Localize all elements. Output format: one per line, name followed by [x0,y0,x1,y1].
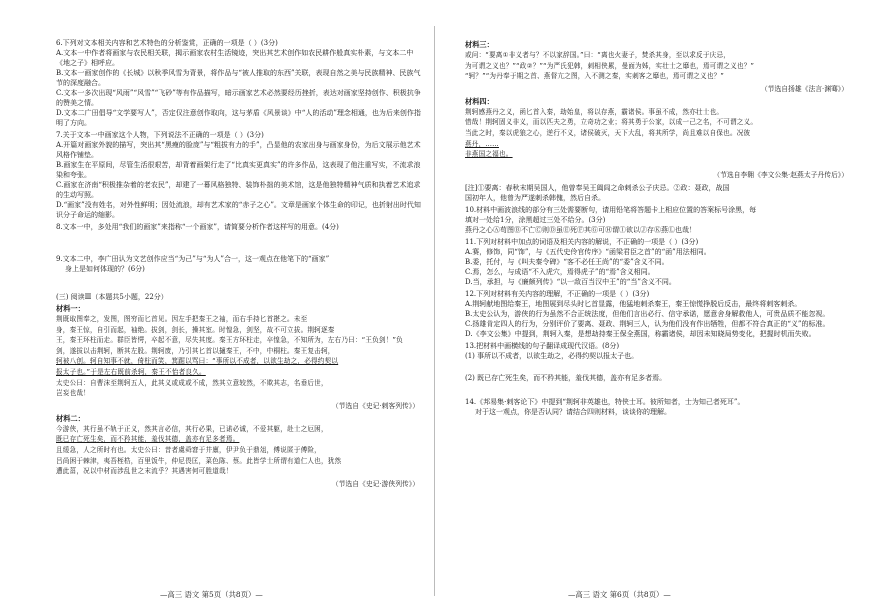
m1-line: 太史公曰：自曹沫至荆轲五人，此其义或成或不成，然其立意较然，不欺其志，名垂后世， [56,378,328,387]
question-11 [465,237,854,287]
question-10-line: 填对一处给1分，涂黑超过三处不给分。(3分) [465,215,606,224]
answer-space-13-2 [465,383,854,397]
m1-line: 岂妄也哉！ [56,389,90,398]
m2-line: 既已存亡死生矣，而不矜其能，羞伐其德，盖亦有足多者焉。 [56,435,240,444]
page-footer-right: —高三 语文 第6页（共8页）— [568,590,671,599]
material-3-source: （节选自扬雄《法言·渊骞》） [760,84,848,93]
q13-stem: 13.把材料中画横线的句子翻译成现代汉语。(8分) [465,341,620,350]
m3-line: “轲？”“为丹奉于期之首、燕督亢之图，入不测之秦，实刺客之靡也，焉可谓之义也？” [465,72,725,81]
q11-option-b: B.委，托付，与《叫夫秦令碑》“客不必任王尚”的“委”含义不同。 [465,257,669,266]
m3-line: 为可谓之义也？”“政②？”“为严氏犯韩，刺相侠累，曼面为姊，实壮士之靡也，焉可谓之义也？” [465,61,755,70]
question-8: 8.文本一中，多处用“我们的画家”来指称“一个画家”，请简要分析作者这样写的用意。(4分) [56,223,339,231]
question-7 [56,130,425,220]
m4-line: 燕丹，…… [465,139,499,148]
material-4-title: 材料四： [465,96,494,106]
q13-sentence-2: (2) 既已存亡死生矣，而不矜其能，羞伐其德，盖亦有足多者焉。 [465,373,667,382]
material-2-source: （节选自《史记·游侠列传》） [331,479,419,488]
m2-line: 遭此菑，况以中材而涉乱世之末流乎？其遇害何可胜道哉！ [56,467,233,476]
material-1-text [56,314,425,399]
q7-option-c: C.画家在济南“积极推杂着的老农民”，却建了一幕风格独特、装饰朴拙的美术馆，这是他独特精神气质和执着艺术追求的生动写照。 [56,181,421,199]
m4-line: 非燕国之福也。 [465,150,513,159]
question-9-line1: 9.文本二中，李广田认为文艺创作应当“为己”与“为人”合一，这一观点在他笔下的“画家” [56,255,330,263]
q13-sentence-1: (1) 事所以不成者，以欲生劫之，必得约契以报太子也。 [465,351,639,360]
q11-stem: 11.下列对材料中加点的词语及相关内容的解说，不正确的一项是（ ）(3分) [465,237,699,246]
q6-option-c: C.文本一多次出现“风雨”“风雪”“飞砂”等有作品描写，暗示画家艺术必然要经历挫折，表达对画家坚持创作、积极抗争的赞美之情。 [56,89,421,107]
q6-stem: 6.下列对文本相关内容和艺术特色的分析鉴赏，正确的一项是（ ）(3分) [56,39,278,47]
answer-space-13-1 [465,361,854,373]
m1-line: 身，秦王惊，自引而起，袖绝。拔剑，剑长，操其室。时惶急，剑坚，故不可立拔。荆轲逐秦 [56,325,335,334]
material-1-title: 材料一： [56,304,85,313]
q6-option-d: D.文本二广田倡导“文学要写人”，否定仅注意创作取向，这与茅盾《风景谈》中“人的活动”理念相通，也为后来创作指明了方向。 [56,109,421,127]
m1-line: 剑，遂拔以击荆轲，断其左股。荆轲废，乃引其匕首以擿秦王，不中，中桐柱。秦王复击轲， [56,346,335,355]
m1-line: 王，秦王环柱而走。群臣皆愕，卒起不意，尽失其度。秦王方环柱走，卒惶急，不知所为，左右乃曰：“王负剑！”负 [56,336,403,345]
material-2-text [56,424,425,477]
note-line: 国初年人，他曾为严遂刺杀韩傀，然后自杀。 [465,193,605,202]
q7-option-b: B.画家生在平原间，尽管生活很艰苦，却背着画架行走了“比真实更真实”的许多作品，这表现了他注重写实，不流求浪染和夸张。 [56,161,421,179]
page-footer-left: —高三 语文 第5页（共8页）— [160,590,263,599]
q12-stem: 12.下列对材料有关内容的理解，不正确的一项是（ ）(3分) [465,289,650,298]
q7-option-a: A.开篇对画家外貌的描写，突出其“黑瘦的脸庞”与“粗拔有力的手”，凸显他的农家出身与画家身份，为后文展示他艺术风格作铺垫。 [56,141,421,159]
question-14-line2: 对于这一观点，你是否认同？请结合四则材料，谈谈你的理解。 [475,407,671,416]
q12-option-c: C.扬雄肯定四人的行为，分别评价了要离、聂政、荆轲三人，认为他们没有作出牺牲，但都不符合真正的“义”的标准。 [465,319,830,328]
question-10-line: 10.材料中画波浪线的部分有三处需要断句，请用铅笔将答题卡上相应位置的答案标号涂黑，每 [465,205,757,214]
question-10-text: 燕丹之心Ⓐ苟图Ⓑ不亡Ⓒ则Ⓓ虽Ⓔ死Ⓕ其Ⓖ可Ⓗ谓Ⓘ欲以Ⓙ存Ⓚ燕Ⓛ也哉！ [465,225,696,234]
m2-line: 吕尚困于棘津，夷吾桎梏，百里饭牛，仲尼畏匡，菜色陈、蔡。此皆学士所谓有道仁人也，犹然 [56,456,342,465]
q11-option-d: D.当，承担，与《廉颇列传》“以一敌百当汉中王”的“当”含义不同。 [465,277,676,286]
m1-line: 报太子也。”于是左右既前杀轲，秦王不怡者良久。 [56,367,206,376]
material-1-source: （节选自《史记·刺客列传》） [331,401,419,410]
material-2-title: 材料二： [56,413,85,423]
material-3-title: 材料三： [465,40,494,49]
material-4-text [465,107,854,160]
material-4-source: （节选自李翱《李文公集·赵燕太子丹传后》） [713,170,848,179]
q7-stem: 7.关于文本一中画家这个人物，下列说法不正确的一项是（ ）(3分) [56,131,264,139]
note-line: [注]①要离：春秋末期吴国人，他曾奉吴王阖闾之命刺杀公子庆忌。②政：聂政，战国 [465,183,730,192]
q11-option-c: C.焉，怎么，与成语“不入虎穴，焉得虎子”的“焉”含义相同。 [465,267,655,276]
q12-option-b: B.太史公认为，游侠的行为虽然不合正统法度，但他们言出必行、信守承诺，愿意舍身解救他人，可贵品质不能忽视。 [465,309,830,318]
material-3-text [465,50,854,82]
question-13 [465,341,854,397]
question-9-line2: 身上是如何体现的？(6分) [65,265,145,273]
answer-space-8 [56,232,425,254]
question-6 [56,38,425,128]
m1-line: 荆既取图奉之，发图，图穷而匕首见。因左手把秦王之袖，而右手持匕首揕之。未至 [56,315,308,323]
m4-line: 荆轲感燕丹之义，函匕首入秦，劫始皇，将以存燕，霸诸侯。事虽不成，然亦壮士也。 [465,107,724,116]
m3-line: 或问：“要离①非义者与？不以家辞国。”曰：“离也火妻子，焚杀其身，至以求反于庆忌， [465,51,731,59]
q6-option-b: B.文本一画家创作的《长城》以秋季风雪为背景，将作品与“被人推取的东西”关联，表现自然之美与民族精神、民族气节的深度融合。 [56,69,421,87]
q12-option-a: A.荆轲献地图给秦王，地图展到尽头时匕首显露，他猛地刺杀秦王，秦王惊慌挣脱后反击，最终将刺客刺杀。 [465,299,802,308]
m1-line: 轲被八创。轲自知事不就，倚柱而笑，箕踞以骂曰：“事所以不成者，以欲生劫之，必得约契以 [56,357,339,366]
m4-line: 惜哉！荆轲固义非义，而以匹夫之勇，立奇功之业；将其勇于公家，以成一己之名，不可谓之义。 [465,118,758,127]
q7-option-d: D.“画家”没有姓名，对外性鲜明；因处流浪，却有艺术家的“赤子之心”。文章是画家个体生命的印记，也折射出时代知识分子命运的缩影。 [56,201,421,219]
m2-line: 今游侠，其行虽不轨于正义，然其言必信，其行必果，已诺必诚，不爱其躯，赴士之厄困， [56,424,328,433]
question-14-line1: 14.《邦易集·刺客论下》中提到“荆轲非英雄也，特侠士耳。彼所知者，士为知己者死耳”。 [465,397,745,406]
m2-line: 且缓急，人之所时有也。太史公曰：昔者虞舜窘于井廪，伊尹负于鼎俎，傅说匿于傅险， [56,445,321,454]
q6-option-a: A.文本一中作者将画家与农民相关联，揭示画家农村生活镜迹，突出其艺术创作如农民耕作般真实朴素，与文本二中《地之子》相呼应。 [56,49,414,67]
m4-line: 当此之时，秦以虎狼之心，逆行不义，诸侯破灭，天下大乱，将其所学，尚且难以自保也。况彼 [465,128,751,137]
section-heading: (三) 阅读Ⅲ（本题共5小题，22分） [56,293,168,301]
q12-option-d: D.《李文公集》中提到，荆轲入秦，是想劫持秦王保全燕国，称霸诸侯，却因未知晓局势变化，把握时机而失败。 [465,329,816,338]
page-right [435,0,870,614]
question-12 [465,289,854,339]
answer-space-9 [56,274,425,288]
q11-option-a: A.赛，修饰，同“饰”，与《五代史伶官传序》“函梁君臣之首”的“函”用法相同。 [465,247,711,256]
